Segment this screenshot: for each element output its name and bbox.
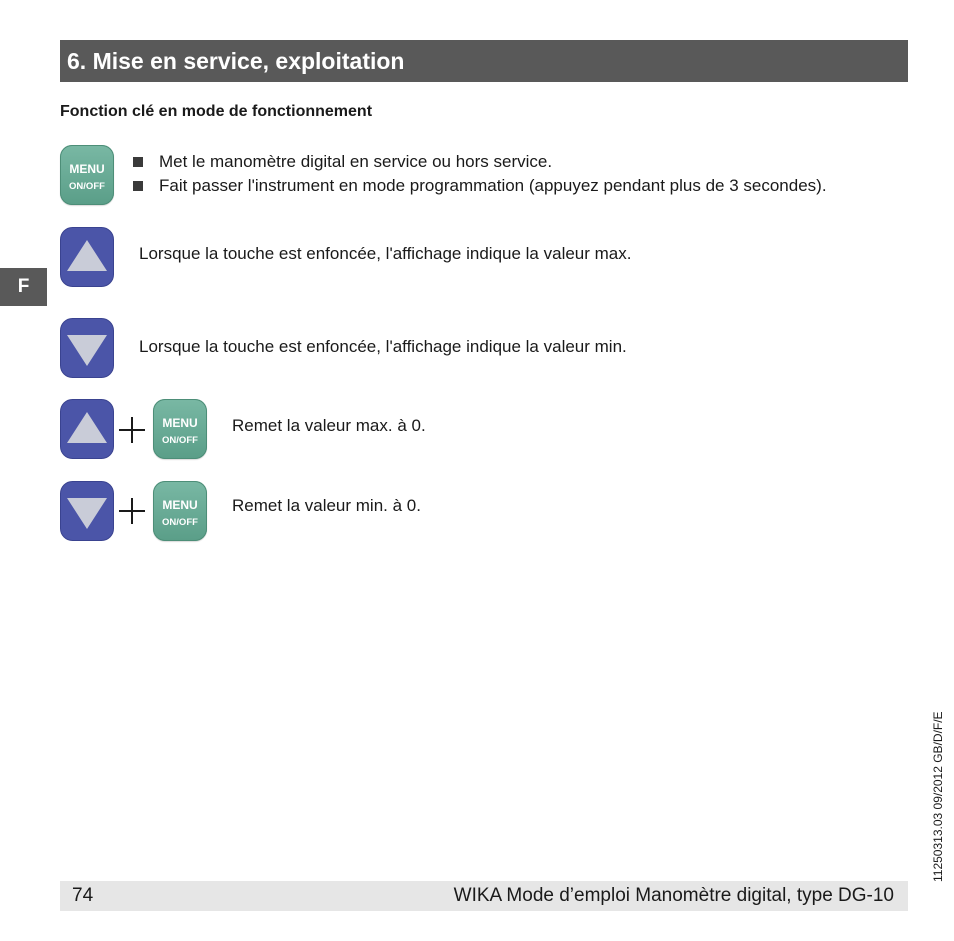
up-arrow-key-icon [60, 399, 114, 459]
reset-min-description: Remet la valeur min. à 0. [232, 496, 421, 515]
plus-icon [119, 498, 145, 524]
menu-onoff-key [60, 145, 114, 205]
down-arrow-key-icon [60, 318, 114, 378]
plus-icon [119, 417, 145, 443]
onoff-key-label: ON/OFF [69, 181, 105, 192]
down-arrow-key-icon [60, 481, 114, 541]
menu-onoff-key [153, 481, 207, 541]
menu-key-label: MENU [69, 162, 105, 176]
down-key-description: Lorsque la touche est enfoncée, l'affichage indique la valeur min. [139, 337, 627, 356]
language-tab: F [0, 268, 47, 306]
list-item [133, 174, 827, 198]
reset-max-description: Remet la valeur max. à 0. [232, 416, 426, 435]
square-bullet-icon [133, 181, 143, 191]
section-title: 6. Mise en service, exploitation [60, 40, 908, 82]
up-arrow-key-icon [60, 227, 114, 287]
onoff-key-label: ON/OFF [162, 517, 198, 528]
document-code: 11250313.03 09/2012 GB/D/F/E [931, 711, 945, 882]
footer [60, 881, 908, 911]
page-number: 74 [72, 885, 94, 906]
menu-key-label: MENU [162, 416, 198, 430]
bullet-text: Fait passer l'instrument en mode programmation (appuyez pendant plus de 3 secondes). [159, 176, 827, 195]
square-bullet-icon [133, 157, 143, 167]
bullet-text: Met le manomètre digital en service ou hors service. [159, 152, 553, 171]
footer-title: WIKA Mode d’emploi Manomètre digital, type DG-10 [453, 885, 894, 906]
up-key-description: Lorsque la touche est enfoncée, l'affichage indique la valeur max. [139, 244, 632, 263]
menu-onoff-key [153, 399, 207, 459]
subheading: Fonction clé en mode de fonctionnement [60, 103, 373, 120]
list-item [133, 150, 827, 174]
menu-key-label: MENU [162, 498, 198, 512]
menu-key-bullet-list [133, 150, 827, 198]
onoff-key-label: ON/OFF [162, 435, 198, 446]
